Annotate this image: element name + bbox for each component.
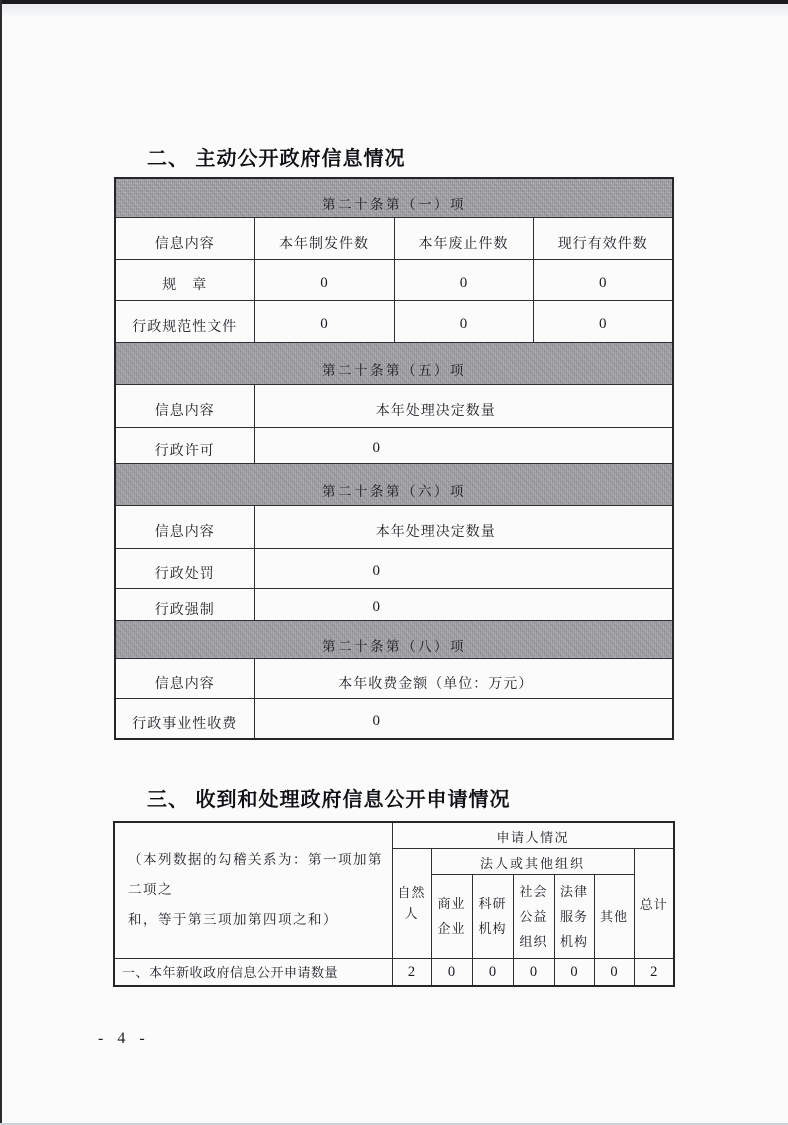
cell-value: 0 <box>394 259 533 300</box>
note-cell <box>114 822 392 958</box>
cell-value: 0 <box>533 300 673 342</box>
section3-title: 三、 收到和处理政府信息公开申请情况 <box>147 789 511 811</box>
col-header-research: 科研机构 <box>472 874 513 958</box>
applications-table <box>113 821 675 987</box>
table-row <box>115 463 673 505</box>
note-line2: 和，等于第三项加第四项之和） <box>128 912 338 928</box>
table-row <box>115 698 673 739</box>
cell-value: 0 <box>254 698 673 739</box>
header-legal-entities-group: 法人或其他组织 <box>431 848 634 874</box>
cell-value: 0 <box>254 548 673 588</box>
header-fees-amount: 本年收费金额（单位：万元） <box>254 658 673 698</box>
cell-value: 0 <box>554 958 594 986</box>
header-decisions-count: 本年处理决定数量 <box>254 384 673 427</box>
col-header-natural-person: 自然人 <box>392 848 431 958</box>
table-row <box>115 588 673 620</box>
scan-edge-left <box>0 0 2 1125</box>
band-article20-item1: 第二十条第（一）项 <box>115 178 673 217</box>
table-row <box>115 427 673 463</box>
col-header-public-welfare: 社会公益组织 <box>513 874 554 958</box>
cell-value: 0 <box>254 427 673 463</box>
row-label-rules: 规 章 <box>115 259 254 300</box>
cell-value: 0 <box>431 958 472 986</box>
header-decisions-count: 本年处理决定数量 <box>254 505 673 548</box>
table-row <box>115 259 673 300</box>
table-row <box>115 384 673 427</box>
row-label-admin-fees: 行政事业性收费 <box>115 698 254 739</box>
cell-value: 0 <box>254 588 673 620</box>
row-label-new-applications: 一、本年新收政府信息公开申请数量 <box>114 958 392 986</box>
row-label-normative-docs: 行政规范性文件 <box>115 300 254 342</box>
cell-value: 2 <box>634 958 674 986</box>
col-header-repealed: 本年废止件数 <box>394 217 533 259</box>
row-label-admin-penalty: 行政处罚 <box>115 548 254 588</box>
band-article20-item5: 第二十条第（五）项 <box>115 342 673 384</box>
cell-value: 0 <box>394 300 533 342</box>
band-article20-item6: 第二十条第（六）项 <box>115 463 673 505</box>
section2-title: 二、 主动公开政府信息情况 <box>147 148 406 170</box>
header-info-content: 信息内容 <box>115 384 254 427</box>
cell-value: 2 <box>392 958 431 986</box>
col-header-issued: 本年制发件数 <box>254 217 394 259</box>
cell-value: 0 <box>594 958 634 986</box>
table-row <box>115 548 673 588</box>
cell-value: 0 <box>254 300 394 342</box>
col-header-in-force: 现行有效件数 <box>533 217 673 259</box>
table-row <box>115 620 673 658</box>
table-row <box>114 958 674 986</box>
row-label-admin-coercion: 行政强制 <box>115 588 254 620</box>
col-header-other: 其他 <box>594 874 634 958</box>
note-line1: （本列数据的勾稽关系为：第一项加第二项之 <box>128 852 383 898</box>
cell-value: 0 <box>533 259 673 300</box>
row-label-admin-license: 行政许可 <box>115 427 254 463</box>
cell-value: 0 <box>472 958 513 986</box>
scan-haze <box>0 4 788 18</box>
page-number: - 4 - <box>98 1030 150 1047</box>
table-row <box>115 217 673 259</box>
table-row <box>115 505 673 548</box>
col-header-info-content: 信息内容 <box>115 217 254 259</box>
table-row <box>115 300 673 342</box>
table-row <box>115 342 673 384</box>
band-article20-item8: 第二十条第（八）项 <box>115 620 673 658</box>
cell-value: 0 <box>254 259 394 300</box>
table-row <box>115 658 673 698</box>
proactive-disclosure-table <box>114 177 674 740</box>
header-applicant-status: 申请人情况 <box>392 822 674 848</box>
col-header-commercial: 商业企业 <box>431 874 472 958</box>
header-info-content: 信息内容 <box>115 658 254 698</box>
table-row <box>115 178 673 217</box>
col-header-legal-services: 法律服务机构 <box>554 874 594 958</box>
header-info-content: 信息内容 <box>115 505 254 548</box>
table-row <box>114 822 674 848</box>
cell-value: 0 <box>513 958 554 986</box>
col-header-total: 总计 <box>634 848 674 958</box>
